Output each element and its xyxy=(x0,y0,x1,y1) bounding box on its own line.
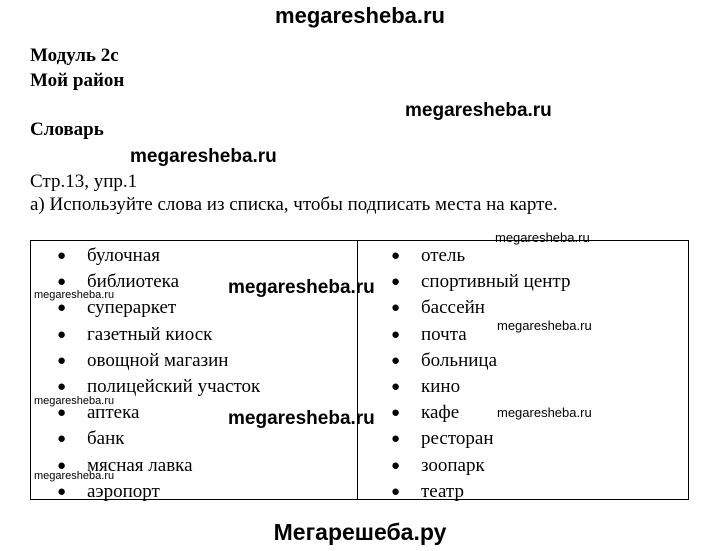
bullet-icon: ● xyxy=(391,483,401,500)
word-text: супераркет xyxy=(87,297,177,319)
word-list-item xyxy=(391,479,570,505)
word-list-item xyxy=(391,243,570,269)
watermark: megaresheba.ru xyxy=(497,405,592,420)
section-title: Словарь xyxy=(30,119,104,140)
bullet-icon: ● xyxy=(391,431,401,448)
bullet-icon: ● xyxy=(57,405,67,422)
bullet-icon: ● xyxy=(57,378,67,395)
word-text: кино xyxy=(421,375,461,397)
word-text: булочная xyxy=(87,245,160,266)
word-list-item xyxy=(391,453,570,479)
watermark: megaresheba.ru xyxy=(228,408,375,429)
watermark: megaresheba.ru xyxy=(405,100,552,121)
word-text: бассейн xyxy=(421,297,485,319)
word-text: кафе xyxy=(421,402,460,424)
bullet-icon: ● xyxy=(57,248,67,264)
word-list-item xyxy=(57,243,260,269)
word-text: театр xyxy=(421,480,464,502)
word-list-item xyxy=(391,269,570,295)
bullet-icon: ● xyxy=(391,352,401,369)
bullet-icon: ● xyxy=(391,405,401,422)
word-text: почта xyxy=(421,323,467,345)
bullet-icon: ● xyxy=(57,300,67,317)
word-list-item xyxy=(57,322,260,348)
bullet-icon: ● xyxy=(391,274,401,291)
watermark: megaresheba.ru xyxy=(130,146,277,167)
word-list-item xyxy=(391,348,570,374)
bullet-icon: ● xyxy=(391,378,401,395)
watermark: megaresheba.ru xyxy=(228,277,375,298)
watermark: megaresheba.ru xyxy=(34,395,115,407)
module-subtitle: Мой район xyxy=(30,70,125,91)
bullet-icon: ● xyxy=(57,457,67,474)
site-header-watermark: megaresheba.ru xyxy=(275,3,445,28)
word-text: аэропорт xyxy=(87,480,160,502)
word-text: больница xyxy=(421,349,497,371)
bullet-icon: ● xyxy=(57,352,67,369)
word-list-item xyxy=(391,426,570,452)
word-list-item xyxy=(391,374,570,400)
word-text: мясная лавка xyxy=(87,454,193,476)
word-text: библиотека xyxy=(87,271,180,293)
bullet-icon: ● xyxy=(57,431,67,448)
word-text: овощной магазин xyxy=(87,349,229,371)
bullet-icon: ● xyxy=(391,457,401,474)
module-title: Модуль 2c xyxy=(30,45,119,66)
watermark: megaresheba.ru xyxy=(497,318,592,333)
watermark: megaresheba.ru xyxy=(495,230,590,245)
word-text: ресторан xyxy=(421,428,494,450)
bullet-icon: ● xyxy=(391,326,401,343)
bullet-icon: ● xyxy=(57,326,67,343)
right-word-column xyxy=(391,243,570,505)
bullet-icon: ● xyxy=(391,300,401,317)
exercise-reference: Стр.13, упр.1 xyxy=(30,171,138,192)
word-text: банк xyxy=(87,428,125,450)
watermark: megaresheba.ru xyxy=(34,289,115,301)
bullet-icon: ● xyxy=(57,274,67,291)
word-text: зоопарк xyxy=(421,454,485,476)
word-text: аптека xyxy=(87,402,140,424)
watermark: megaresheba.ru xyxy=(34,470,115,482)
word-text: газетный киоск xyxy=(87,323,213,345)
bullet-icon: ● xyxy=(391,248,401,264)
task-instruction: a) Используйте слова из списка, чтобы подписать места на карте. xyxy=(30,194,558,215)
word-text: спортивный центр xyxy=(421,271,571,293)
bullet-icon: ● xyxy=(57,483,67,500)
word-list-item xyxy=(57,348,260,374)
word-text: полицейский участок xyxy=(87,375,261,397)
word-text: отель xyxy=(421,245,466,266)
site-footer-watermark: Мегарешеба.ру xyxy=(273,519,447,545)
